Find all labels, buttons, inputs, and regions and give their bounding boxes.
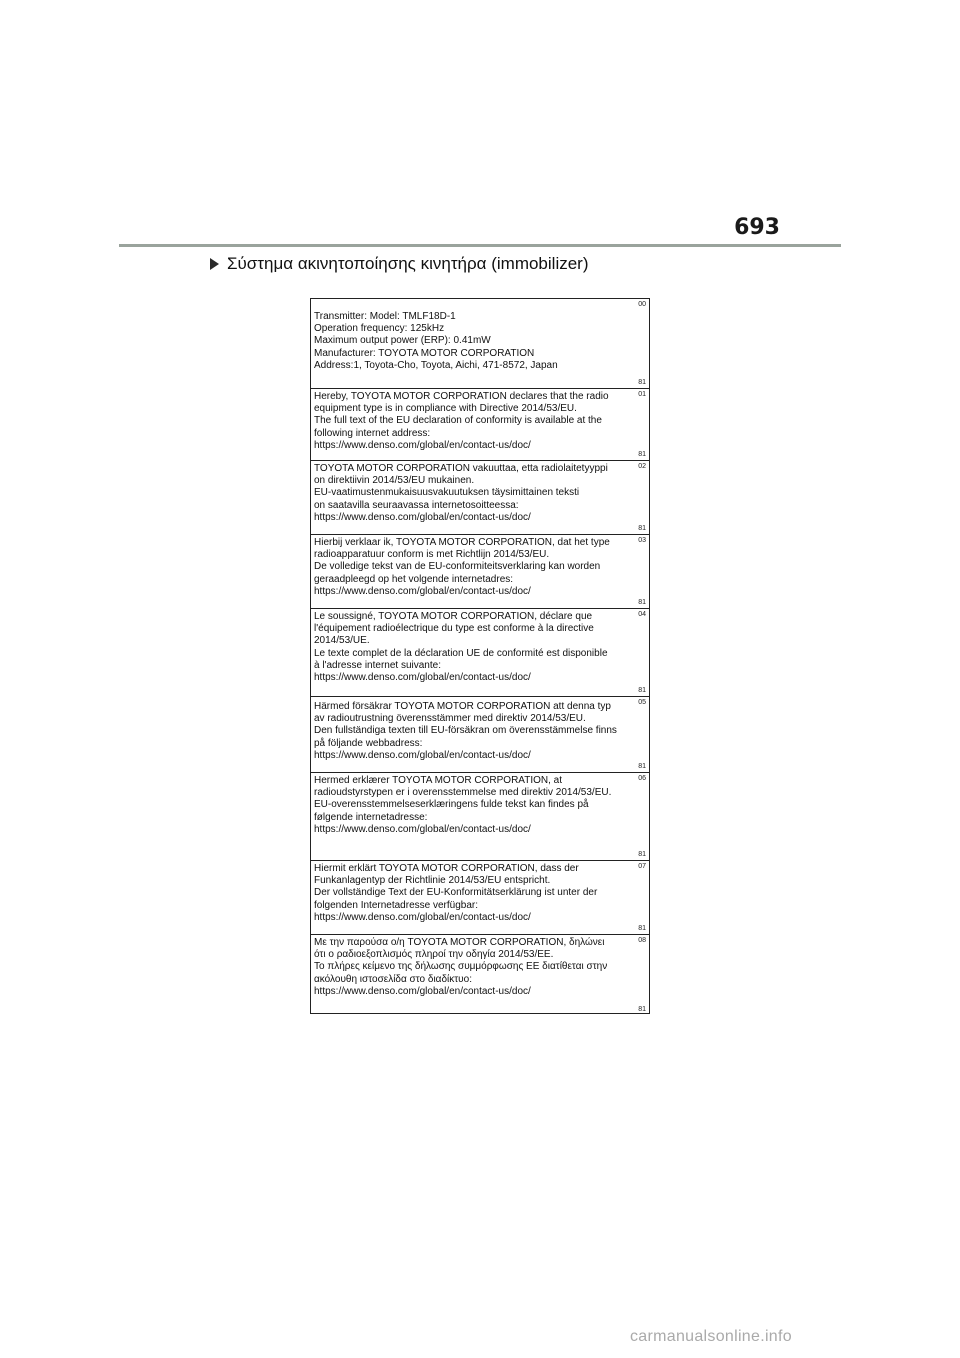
triangle-bullet-icon	[210, 258, 219, 270]
block-text-line: Το πλήρες κείμενο της δήλωσης συμμόρφωσης ΕΕ διατίθεται στην	[314, 961, 608, 973]
block-text-line: https://www.denso.com/global/en/contact-us/doc/	[314, 672, 531, 684]
block-text-line: Funkanlagentyp der Richtlinie 2014/53/EU entspricht.	[314, 875, 551, 887]
block-end-code: 81	[638, 599, 646, 606]
block-text-line: on saatavilla seuraavassa internetosoitteessa:	[314, 499, 519, 511]
block-text-line: EU-overensstemmelseserklæringens fulde tekst kan findes på	[314, 799, 589, 811]
block-end-code: 81	[638, 851, 646, 858]
block-text	[314, 311, 635, 372]
block-text-line: The full text of the EU declaration of conformity is available at the	[314, 415, 602, 427]
section-title-text: Σύστημα ακινητοποίησης κινητήρα (immobilizer)	[227, 254, 589, 273]
block-text-line: De volledige tekst van de EU-conformiteitsverklaring kan worden	[314, 561, 601, 573]
block-text-line: https://www.denso.com/global/en/contact-us/doc/	[314, 749, 531, 761]
block-text-line: Hereby, TOYOTA MOTOR CORPORATION declares that the radio	[314, 391, 609, 402]
block-text-line: https://www.denso.com/global/en/contact-us/doc/	[314, 511, 531, 523]
label-block	[311, 697, 649, 773]
block-end-code: 81	[638, 525, 646, 532]
block-text-line: https://www.denso.com/global/en/contact-us/doc/	[314, 439, 531, 451]
block-text-line: Operation frequency: 125kHz	[314, 323, 445, 335]
block-code: 05	[638, 699, 646, 706]
block-text-line: Transmitter: Model: TMLF18D-1	[314, 311, 456, 322]
header-rule	[119, 244, 841, 247]
block-text-line: Der vollständige Text der EU-Konformitätserklärung ist unter der	[314, 887, 598, 899]
block-text	[314, 701, 635, 762]
block-text-line: à l'adresse internet suivante:	[314, 659, 441, 671]
block-text-line: Hierbij verklaar ik, TOYOTA MOTOR CORPORATION, dat het type	[314, 537, 610, 548]
block-end-code: 81	[638, 451, 646, 458]
block-text-line: following internet address:	[314, 427, 431, 439]
block-text-line: Den fullständiga texten till EU-försäkran om överensstämmelse finns	[314, 725, 617, 737]
block-end-code: 81	[638, 925, 646, 932]
block-text-line: Maximum output power (ERP): 0.41mW	[314, 335, 491, 347]
block-text-line: Le soussigné, TOYOTA MOTOR CORPORATION, déclare que	[314, 611, 593, 622]
block-code: 03	[638, 537, 646, 544]
block-text-line: https://www.denso.com/global/en/contact-us/doc/	[314, 985, 531, 997]
block-text-line: på följande webbadress:	[314, 737, 423, 749]
label-block	[311, 535, 649, 609]
label-block	[311, 609, 649, 697]
block-text-line: https://www.denso.com/global/en/contact-us/doc/	[314, 823, 531, 835]
block-text-line: l'équipement radioélectrique du type est conforme à la directive	[314, 623, 594, 635]
block-text-line: EU-vaatimustenmukaisuusvakuutuksen täysimittainen teksti	[314, 487, 580, 499]
block-text-line: Με την παρούσα ο/η TOYOTA MOTOR CORPORATION, δηλώνει	[314, 937, 605, 948]
block-text	[314, 463, 635, 524]
block-text	[314, 537, 635, 598]
block-text-line: TOYOTA MOTOR CORPORATION vakuuttaa, etta radiolaitetyyppi	[314, 463, 608, 474]
block-text-line: ακόλουθη ιστοσελίδα στο διαδίκτυο:	[314, 973, 472, 985]
compliance-label	[310, 298, 650, 1014]
block-text	[314, 937, 635, 998]
block-code: 07	[638, 863, 646, 870]
block-text-line: Le texte complet de la déclaration UE de conformité est disponible	[314, 647, 608, 659]
label-block	[311, 389, 649, 461]
section-title	[210, 254, 589, 274]
block-text-line: radioudstyrstypen er i overensstemmelse med direktiv 2014/53/EU.	[314, 787, 612, 799]
block-text	[314, 391, 635, 452]
block-text-line: on direktiivin 2014/53/EU mukainen.	[314, 475, 475, 487]
label-block	[311, 935, 649, 1015]
block-code: 04	[638, 611, 646, 618]
block-text-line: av radioutrustning överensstämmer med direktiv 2014/53/EU.	[314, 713, 586, 725]
block-text-line: Hiermit erklärt TOYOTA MOTOR CORPORATION, dass der	[314, 863, 579, 874]
block-text-line: Härmed försäkrar TOYOTA MOTOR CORPORATION att denna typ	[314, 701, 611, 712]
block-text-line: Manufacturer: TOYOTA MOTOR CORPORATION	[314, 347, 535, 359]
block-text	[314, 863, 635, 924]
watermark: carmanualsonline.info	[630, 1328, 792, 1345]
block-text-line: geraadpleegd op het volgende internetadres:	[314, 573, 514, 585]
page-number: 693	[734, 215, 780, 240]
block-text-line: følgende internetadresse:	[314, 811, 428, 823]
label-block	[311, 861, 649, 935]
block-text-line: equipment type is in compliance with Directive 2014/53/EU.	[314, 403, 577, 415]
block-text-line: Hermed erklærer TOYOTA MOTOR CORPORATION, at	[314, 775, 563, 786]
block-text-line: https://www.denso.com/global/en/contact-us/doc/	[314, 585, 531, 597]
block-code: 00	[638, 301, 646, 308]
block-code: 01	[638, 391, 646, 398]
block-text	[314, 775, 635, 836]
block-text-line: https://www.denso.com/global/en/contact-us/doc/	[314, 911, 531, 923]
block-text-line: ότι ο ραδιοεξοπλισμός πληροί την οδηγία 2014/53/ΕΕ.	[314, 949, 554, 961]
block-text	[314, 611, 635, 684]
block-end-code: 81	[638, 687, 646, 694]
block-text-line: Address:1, Toyota-Cho, Toyota, Aichi, 471-8572, Japan	[314, 359, 558, 371]
block-code: 08	[638, 937, 646, 944]
label-block	[311, 461, 649, 535]
block-end-code: 81	[638, 763, 646, 770]
block-end-code: 81	[638, 1006, 646, 1013]
block-text-line: 2014/53/UE.	[314, 635, 370, 647]
block-code: 06	[638, 775, 646, 782]
block-text-line: radioapparatuur conform is met Richtlijn 2014/53/EU.	[314, 549, 550, 561]
label-block	[311, 773, 649, 861]
block-text-line: folgenden Internetadresse verfügbar:	[314, 899, 478, 911]
label-block	[311, 299, 649, 389]
block-code: 02	[638, 463, 646, 470]
block-end-code: 81	[638, 379, 646, 386]
